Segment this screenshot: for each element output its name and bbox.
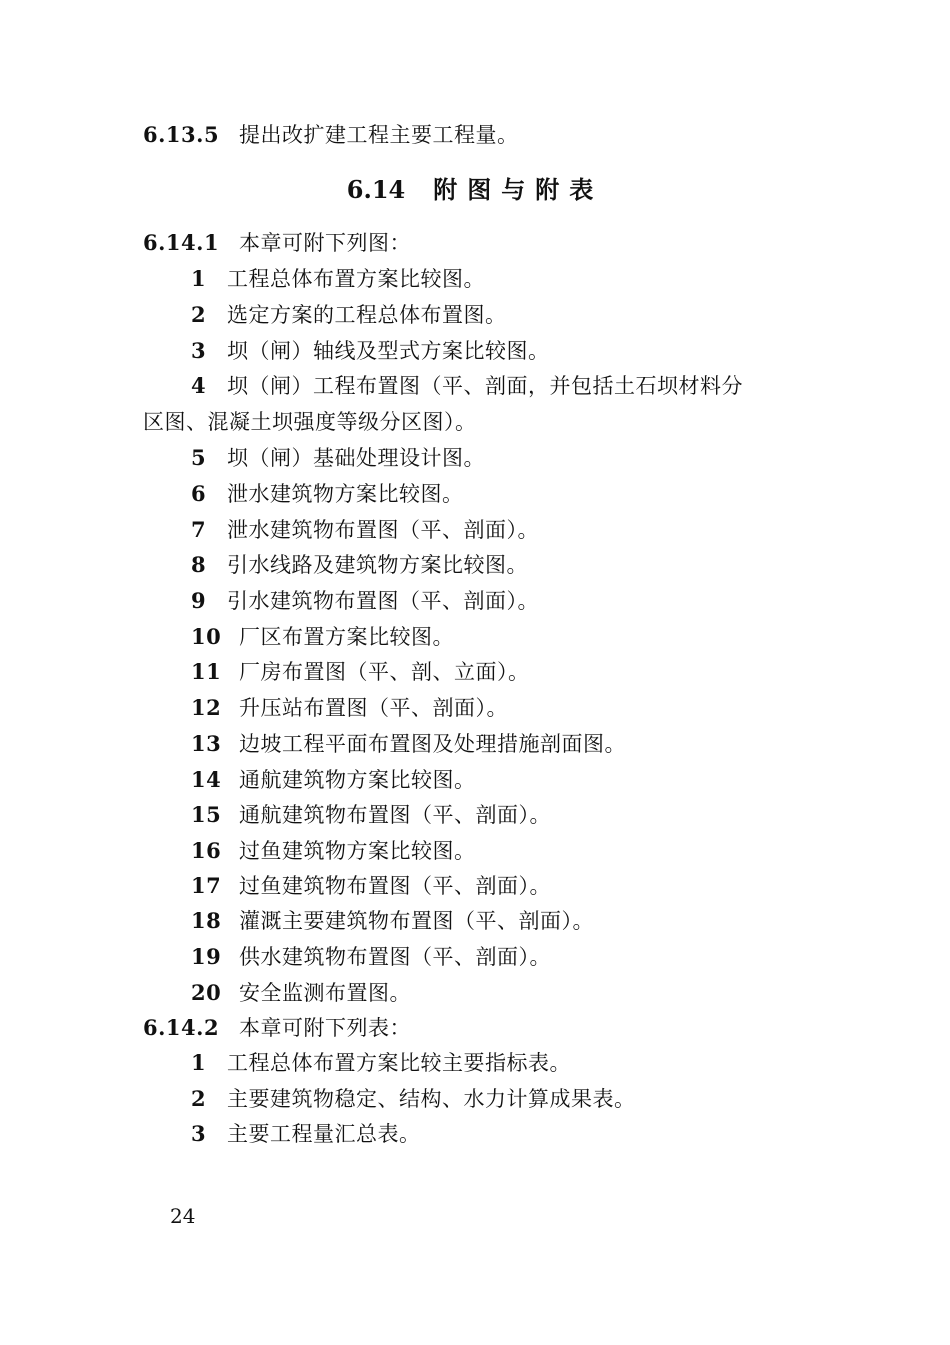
item-text: 过鱼建筑物方案比较图。	[239, 839, 476, 863]
clause-number: 6.14.1	[143, 230, 220, 255]
item-number: 4	[191, 373, 207, 398]
item-number: 10	[191, 624, 222, 649]
item-number: 1	[191, 1050, 207, 1075]
item-number: 11	[191, 659, 222, 684]
list-item	[191, 301, 507, 329]
item-number: 6	[191, 481, 207, 506]
list-item	[191, 766, 476, 794]
item-number: 20	[191, 980, 222, 1005]
list-item	[191, 872, 551, 900]
list-item	[191, 979, 411, 1007]
list-item	[191, 480, 464, 508]
item-text: 工程总体布置方案比较主要指标表。	[227, 1051, 571, 1075]
list-item	[191, 943, 551, 971]
item-text: 厂区布置方案比较图。	[239, 625, 454, 649]
item-text: 选定方案的工程总体布置图。	[227, 303, 507, 327]
item-number: 7	[191, 517, 207, 542]
list-item	[191, 372, 743, 400]
section-number: 6.14	[346, 175, 406, 204]
item-text: 坝（闸）基础处理设计图。	[227, 446, 485, 470]
item-text: 通航建筑物方案比较图。	[239, 768, 476, 792]
list-item	[191, 516, 539, 544]
item-number: 8	[191, 552, 207, 577]
item-text: 升压站布置图（平、剖面）。	[239, 696, 508, 720]
list-item	[191, 801, 551, 829]
list-item	[191, 623, 454, 651]
clause-6-14-1	[143, 229, 411, 257]
item-number: 16	[191, 838, 222, 863]
item-text: 供水建筑物布置图（平、剖面）。	[239, 945, 551, 969]
clause-6-14-2	[143, 1014, 411, 1042]
item-text: 厂房布置图（平、剖、立面）。	[239, 660, 530, 684]
item-number: 12	[191, 695, 222, 720]
item-number: 13	[191, 731, 222, 756]
item-text: 工程总体布置方案比较图。	[227, 267, 485, 291]
list-item	[191, 658, 530, 686]
clause-text: 提出改扩建工程主要工程量。	[239, 123, 519, 147]
list-item	[191, 337, 550, 365]
item-text: 引水线路及建筑物方案比较图。	[227, 553, 528, 577]
list-item	[191, 694, 508, 722]
item-text: 过鱼建筑物布置图（平、剖面）。	[239, 874, 551, 898]
clause-number: 6.14.2	[143, 1015, 220, 1040]
item-text: 坝（闸）轴线及型式方案比较图。	[227, 339, 550, 363]
item-number: 5	[191, 445, 207, 470]
item-number: 1	[191, 266, 207, 291]
clause-text: 本章可附下列图：	[239, 231, 411, 255]
item-text: 通航建筑物布置图（平、剖面）。	[239, 803, 551, 827]
item-number: 15	[191, 802, 222, 827]
item-text: 泄水建筑物方案比较图。	[227, 482, 464, 506]
list-item	[191, 587, 539, 615]
list-item	[191, 1049, 571, 1077]
section-title: 附图与附表	[433, 176, 604, 204]
item-number: 9	[191, 588, 207, 613]
section-heading	[0, 174, 950, 206]
item-text: 主要工程量汇总表。	[227, 1122, 421, 1146]
list-item	[191, 1120, 421, 1148]
item-number: 18	[191, 908, 222, 933]
item-text-continuation: 区图、混凝土坝强度等级分区图）。	[143, 410, 477, 434]
item-text: 安全监测布置图。	[239, 981, 411, 1005]
item-number: 3	[191, 1121, 207, 1146]
list-item	[191, 837, 476, 865]
page-number: 24	[170, 1204, 196, 1228]
item-text: 泄水建筑物布置图（平、剖面）。	[227, 518, 539, 542]
clause-6-13-5	[143, 121, 519, 149]
item-text: 主要建筑物稳定、结构、水力计算成果表。	[227, 1087, 636, 1111]
item-number: 14	[191, 767, 222, 792]
list-item	[191, 265, 485, 293]
item-number: 2	[191, 1086, 207, 1111]
list-item	[191, 730, 626, 758]
list-item-continuation	[143, 408, 477, 436]
list-item	[191, 551, 528, 579]
list-item	[191, 1085, 636, 1113]
item-text: 引水建筑物布置图（平、剖面）。	[227, 589, 539, 613]
clause-text: 本章可附下列表：	[239, 1016, 411, 1040]
list-item	[191, 907, 594, 935]
item-text: 坝（闸）工程布置图（平、剖面，并包括土石坝材料分	[227, 374, 743, 398]
item-text: 灌溉主要建筑物布置图（平、剖面）。	[239, 909, 594, 933]
item-number: 2	[191, 302, 207, 327]
list-item	[191, 444, 485, 472]
item-number: 3	[191, 338, 207, 363]
item-number: 19	[191, 944, 222, 969]
item-text: 边坡工程平面布置图及处理措施剖面图。	[239, 732, 626, 756]
item-number: 17	[191, 873, 222, 898]
clause-number: 6.13.5	[143, 122, 220, 147]
